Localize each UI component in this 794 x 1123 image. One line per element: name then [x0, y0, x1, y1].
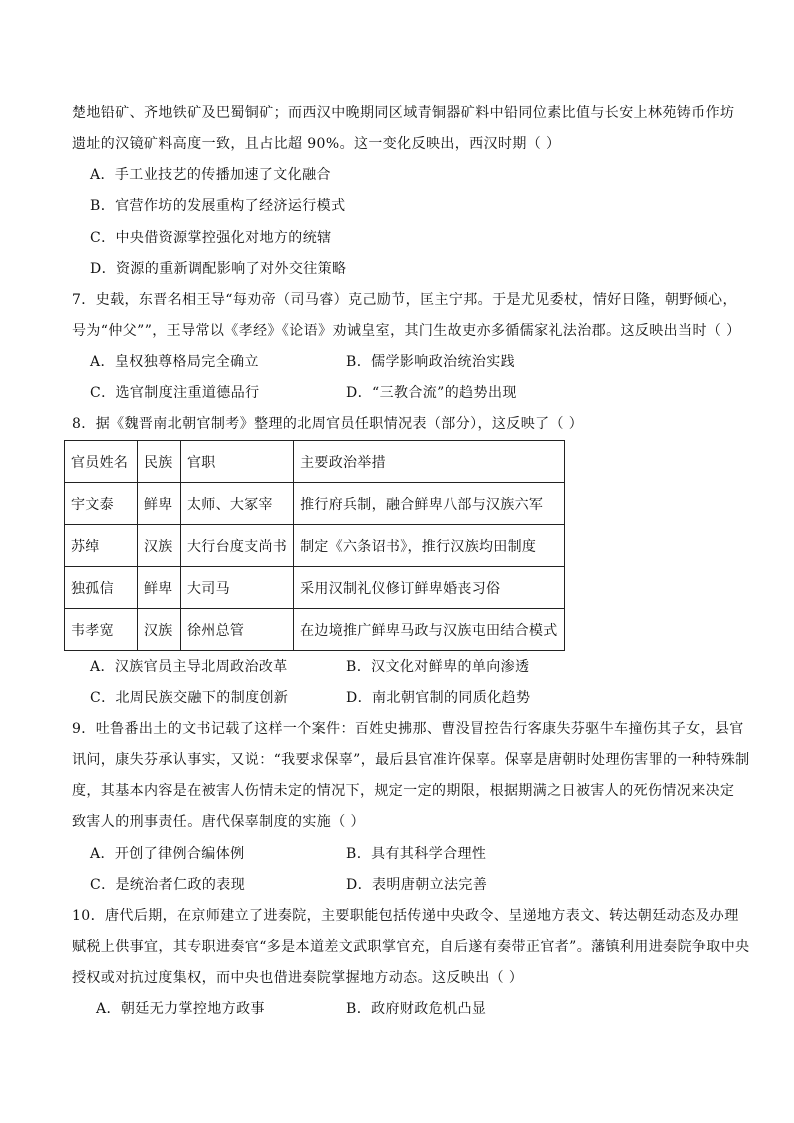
q8-option-d[interactable]: D．南北朝官制的同质化趋势 — [346, 690, 531, 706]
table-cell: 徐州总管 — [181, 609, 294, 651]
table-cell: 苏绰 — [65, 525, 138, 567]
q6-option-b[interactable]: B．官营作坊的发展重构了经济运行模式 — [90, 198, 346, 214]
q6-option-d[interactable]: D．资源的重新调配影响了对外交往策略 — [90, 261, 347, 277]
q9-option-c[interactable]: C．是统治者仁政的表现 — [90, 877, 246, 893]
q9-stem-line-2: 讯问，康失芬承认事实，又说：“我要求保辜”，最后县官准许保辜。保辜是唐朝时处理伤害罪的一种特殊制 — [72, 752, 750, 768]
q7-option-a[interactable]: A．皇权独尊格局完全确立 — [90, 354, 259, 370]
q7-stem-line-2: 号为“仲父””，王导常以《孝经》《论语》劝诫皇室，其门生故吏亦多循儒家礼法治郡。这反映出当时（ ） — [72, 323, 741, 339]
table-cell: 推行府兵制，融合鲜卑八部与汉族六军 — [294, 483, 564, 525]
table-cell: 采用汉制礼仪修订鲜卑婚丧习俗 — [294, 567, 564, 609]
table-cell: 在边境推广鲜卑马政与汉族屯田结合模式 — [294, 609, 564, 651]
q7-option-d[interactable]: D．“三教合流”的趋势出现 — [346, 385, 517, 401]
q9-stem-line-3: 度，其基本内容是在被害人伤情未定的情况下，规定一定的期限，根据期满之日被害人的死伤情况来决定 — [72, 783, 735, 799]
table-cell: 汉族 — [138, 609, 181, 651]
table-cell: 太师、大冢宰 — [181, 483, 294, 525]
q8-option-c[interactable]: C．北周民族交融下的制度创新 — [90, 690, 289, 706]
q10-stem-line-2: 赋税上供事宜，其专职进奏官“多是本道差文武职掌官充，自后遂有奏带正官者”。藩镇利用进奏院争取中央 — [72, 939, 750, 955]
table-cell: 制定《六条诏书》，推行汉族均田制度 — [294, 525, 564, 567]
q8-option-a[interactable]: A．汉族官员主导北周政治改革 — [90, 659, 288, 675]
q8-option-b[interactable]: B．汉文化对鲜卑的单向渗透 — [346, 659, 530, 675]
q8-stem: 8．据《魏晋南北朝官制考》整理的北周官员任职情况表（部分），这反映了（ ） — [72, 416, 584, 432]
q6-stem-line-2: 遗址的汉镜矿料高度一致，且占比超 90%。这一变化反映出，西汉时期（ ） — [72, 136, 561, 152]
q6-stem-line-1: 楚地铅矿、齐地铁矿及巴蜀铜矿；而西汉中晚期同区域青铜器矿料中铅同位素比值与长安上林苑铸币作坊 — [72, 105, 735, 121]
table-row — [65, 567, 565, 609]
q10-stem-line-3: 授权或对抗过度集权，而中央也借进奏院掌握地方动态。这反映出（ ） — [72, 970, 524, 986]
table-cell: 大行台度支尚书 — [181, 525, 294, 567]
q10-option-a[interactable]: A．朝廷无力掌控地方政事 — [96, 1001, 265, 1017]
q9-option-d[interactable]: D．表明唐朝立法完善 — [346, 877, 488, 893]
q10-option-b[interactable]: B．政府财政危机凸显 — [346, 1001, 487, 1017]
table-header-row — [65, 441, 565, 483]
table-header-cell: 官员姓名 — [65, 441, 138, 483]
table-cell: 鲜卑 — [138, 567, 181, 609]
table-cell: 独孤信 — [65, 567, 138, 609]
q8-official-table — [64, 440, 565, 651]
table-cell: 宇文泰 — [65, 483, 138, 525]
q7-stem-line-1: 7．史载，东晋名相王导“每劝帝（司马睿）克己励节，匡主宁邦。于是尤见委杖，情好日隆，朝野倾心， — [72, 292, 737, 308]
table-row — [65, 609, 565, 651]
table-cell: 鲜卑 — [138, 483, 181, 525]
table-cell: 大司马 — [181, 567, 294, 609]
q9-stem-line-1: 9．吐鲁番出土的文书记载了这样一个案件：百姓史拂那、曹没冒控告行客康失芬驱牛车撞伤其子女，县官 — [72, 721, 744, 737]
table-cell: 韦孝宽 — [65, 609, 138, 651]
table-row — [65, 483, 565, 525]
q9-option-b[interactable]: B．具有其科学合理性 — [346, 846, 487, 862]
table-header-cell: 官职 — [181, 441, 294, 483]
q10-stem-line-1: 10．唐代后期，在京师建立了进奏院，主要职能包括传递中央政令、呈递地方表文、转达朝廷动态及办理 — [72, 908, 739, 924]
q6-option-c[interactable]: C．中央借资源掌控强化对地方的统辖 — [90, 230, 332, 246]
table-header-cell: 主要政治举措 — [294, 441, 564, 483]
table-row — [65, 525, 565, 567]
q9-stem-line-4: 致害人的刑事责任。唐代保辜制度的实施（ ） — [72, 814, 365, 830]
q6-option-a[interactable]: A．手工业技艺的传播加速了文化融合 — [90, 167, 331, 183]
table-header-cell: 民族 — [138, 441, 181, 483]
table-cell: 汉族 — [138, 525, 181, 567]
q9-option-a[interactable]: A．开创了律例合编体例 — [90, 846, 245, 862]
q7-option-b[interactable]: B．儒学影响政治统治实践 — [346, 354, 516, 370]
q7-option-c[interactable]: C．选官制度注重道德品行 — [90, 385, 260, 401]
